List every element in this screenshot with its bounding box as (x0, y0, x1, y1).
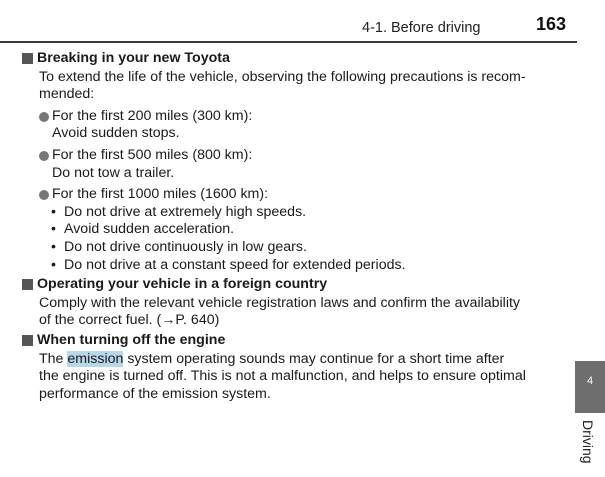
circle-bullet-icon (39, 151, 49, 161)
list-item: • Avoid sudden acceleration. (51, 221, 235, 238)
engine-off-paragraph (22, 351, 567, 404)
paragraph-line: of the correct fuel. (→P. 640) (39, 312, 220, 329)
page-header (0, 0, 605, 42)
chapter-label-text: Driving (580, 420, 596, 464)
precaution-item (22, 186, 567, 204)
precaution-title: For the first 200 miles (300 km): (52, 107, 253, 124)
sub-precaution-list (22, 204, 567, 274)
foreign-paragraph (22, 295, 567, 330)
precaution-title: For the first 1000 miles (1600 km): (52, 186, 269, 203)
page-content (22, 50, 567, 403)
page-number: 163 (536, 14, 567, 34)
heading-text: When turning off the engine (37, 331, 226, 348)
bullet-dot-icon: • (51, 256, 56, 273)
bullet-dot-icon: • (51, 221, 56, 238)
circle-bullet-icon (39, 112, 49, 122)
precaution-title: For the first 500 miles (800 km): (52, 146, 253, 163)
chapter-tab (575, 361, 605, 413)
section-title: 4-1. Before driving (362, 20, 481, 36)
square-bullet-icon (22, 53, 33, 64)
precaution-item (22, 108, 567, 143)
intro-line: To extend the life of the vehicle, observing the following precautions is recom- (39, 68, 526, 85)
intro-line: mended: (39, 86, 95, 103)
chapter-number: 4 (586, 375, 594, 387)
paragraph-line: the engine is turned off. This is not a malfunction, and helps to ensure optimal (39, 368, 526, 385)
paragraph-line: performance of the emission system. (39, 385, 271, 402)
square-bullet-icon (22, 335, 33, 346)
precaution-item (22, 147, 567, 182)
heading-breaking-in (22, 50, 567, 68)
precaution-detail: Avoid sudden stops. (52, 125, 180, 142)
square-bullet-icon (22, 279, 33, 290)
heading-text: Operating your vehicle in a foreign country (37, 276, 328, 293)
heading-engine-off (22, 332, 567, 350)
circle-bullet-icon (39, 190, 49, 200)
bullet-dot-icon: • (51, 238, 56, 255)
header-divider (0, 41, 577, 43)
highlighted-word: emission (67, 350, 124, 367)
heading-foreign-country (22, 276, 567, 294)
chapter-label (580, 420, 600, 472)
list-item: • Do not drive at extremely high speeds. (51, 203, 307, 220)
list-item: • Do not drive at a constant speed for extended periods. (51, 256, 406, 273)
heading-text: Breaking in your new Toyota (37, 50, 230, 66)
intro-paragraph (22, 69, 567, 104)
paragraph-line: Comply with the relevant vehicle registration laws and confirm the availability (39, 294, 521, 311)
precaution-detail: Do not tow a trailer. (52, 164, 175, 181)
list-item: • Do not drive continuously in low gears. (51, 238, 307, 255)
paragraph-line: The emission system operating sounds may continue for a short time after (39, 350, 505, 367)
bullet-dot-icon: • (51, 203, 56, 220)
